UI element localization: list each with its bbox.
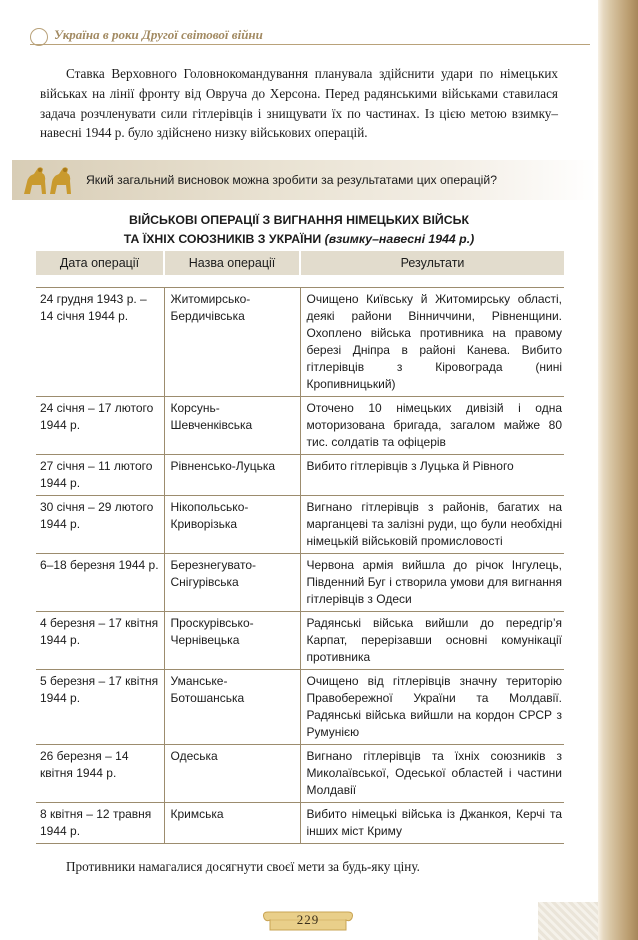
table-title-line1: ВІЙСЬКОВІ ОПЕРАЦІЇ З ВИГНАННЯ НІМЕЦЬКИХ ВІЙСЬК	[129, 213, 469, 227]
cell-result: Вибито німецькі війська із Джанкоя, Керчі та інших міст Криму	[300, 803, 564, 844]
cell-result: Вигнано гітлерівців та їхніх союзників з Миколаївської, Одеської областей і частини Молдавії	[300, 745, 564, 803]
cell-name: Одеська	[164, 745, 300, 803]
table-header-row	[36, 251, 564, 275]
cell-result: Вибито гітлерівців з Луцька й Рівного	[300, 455, 564, 496]
page-number: 229	[296, 912, 320, 927]
cell-name: Проскурівсько-Чернівецька	[164, 612, 300, 670]
cell-date: 24 січня – 17 лютого 1944 р.	[36, 397, 164, 455]
header-rule	[30, 44, 590, 45]
cell-result: Радянські війська вийшли до передгір’я Карпат, перерізавши основні комунікації противника	[300, 612, 564, 670]
cell-name: Житомирсько-Бердичівська	[164, 288, 300, 397]
table-row	[36, 670, 564, 745]
header-results: Результати	[300, 251, 564, 275]
cell-name: Кримська	[164, 803, 300, 844]
header-name: Назва операції	[164, 251, 300, 275]
cell-name: Рівненсько-Луцька	[164, 455, 300, 496]
corner-ornament	[538, 902, 598, 940]
table-row	[36, 612, 564, 670]
cell-date: 30 січня – 29 лютого 1944 р.	[36, 496, 164, 554]
cell-name: Уманське-Ботошанська	[164, 670, 300, 745]
table-row	[36, 803, 564, 844]
intro-paragraph: Ставка Верховного Головнокомандування планувала здійснити удари по німецьких військах на лінії фронту від Овруча до Херсона. Перед радянськими військами ставилася задача розчленувати сили гітлерівців і знищувати їх по частинах. Із цією метою взимку–навесні 1944 р. було здійснено низку військових операцій.	[40, 66, 558, 141]
cell-date: 8 квітня – 12 травня 1944 р.	[36, 803, 164, 844]
cell-result: Очищено від гітлерівців значну територію Правобережної України та Молдавії. Радянські війська вийшли на кордон СРСР з Румунією	[300, 670, 564, 745]
cell-date: 5 березня – 17 квітня 1944 р.	[36, 670, 164, 745]
table-row	[36, 554, 564, 612]
table-row	[36, 397, 564, 455]
cell-date: 6–18 березня 1944 р.	[36, 554, 164, 612]
table-title-period: (взимку–навесні 1944 р.)	[324, 232, 475, 246]
cell-date: 4 березня – 17 квітня 1944 р.	[36, 612, 164, 670]
cell-date: 27 січня – 11 лютого 1944 р.	[36, 455, 164, 496]
cell-result: Очищено Київську й Житомирську області, деякі райони Вінниччини, Рівненщини. Охоплено війська противника на правому березі Дніпра в районі Канева. Вибито гітлерівців з Кіровограда (нині Кропивницький)	[300, 288, 564, 397]
question-text: Який загальний висновок можна зробити за результатами цих операцій?	[86, 173, 497, 187]
table-title-line2-text: ТА ЇХНІХ СОЮЗНИКІВ З УКРАЇНИ	[123, 232, 322, 246]
cell-result: Оточено 10 німецьких дивізій і одна моторизована бригада, загалом майже 80 тис. солдатів та офіцерів	[300, 397, 564, 455]
cell-name: Нікопольсько-Криворізька	[164, 496, 300, 554]
table-row	[36, 745, 564, 803]
cell-name: Корсунь-Шевченківська	[164, 397, 300, 455]
table-row	[36, 288, 564, 397]
table-row	[36, 455, 564, 496]
cell-date: 26 березня – 14 квітня 1944 р.	[36, 745, 164, 803]
cell-result: Червона армія вийшла до річок Інгулець, Південний Буг і створила умови для вигнання гітлерівців з Одеси	[300, 554, 564, 612]
running-header: Україна в роки Другої світової війни	[54, 27, 263, 42]
cell-name: Березнегувато-Снігурівська	[164, 554, 300, 612]
book-edge-decoration	[598, 0, 638, 940]
cell-date: 24 грудня 1943 р. – 14 січня 1944 р.	[36, 288, 164, 397]
table-title-line2	[40, 232, 558, 246]
table-row	[36, 496, 564, 554]
closing-paragraph: Противники намагалися досягнути своєї мети за будь-яку ціну.	[66, 859, 420, 874]
cell-result: Вигнано гітлерівців з районів, багатих на марганцеві та залізні руди, що були необхідні німецькій військовій промисловості	[300, 496, 564, 554]
header-date: Дата операції	[36, 251, 164, 275]
operations-table	[36, 251, 564, 844]
horse-pair-icon	[18, 160, 78, 200]
